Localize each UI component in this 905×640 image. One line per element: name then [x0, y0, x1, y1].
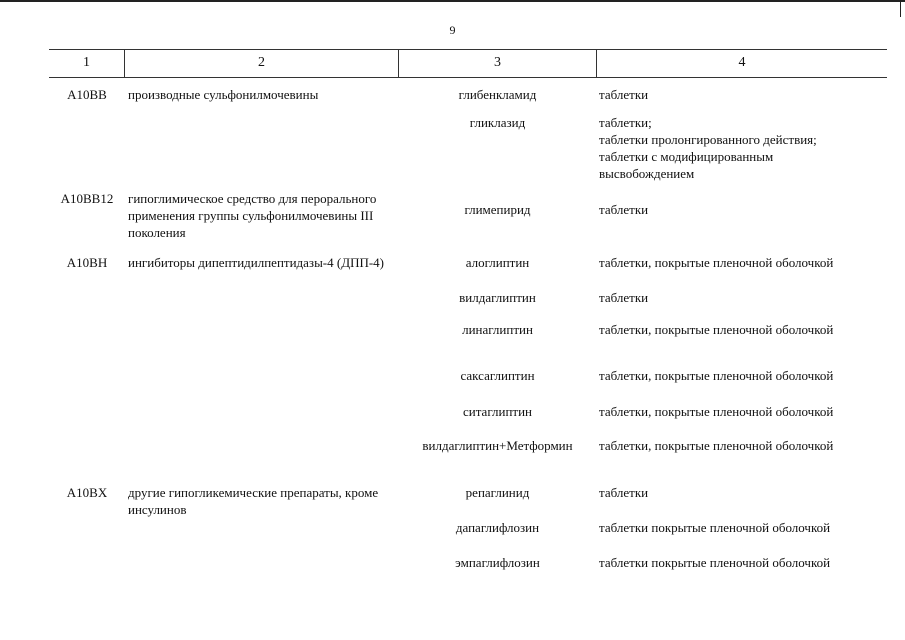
atc-code: A10BB12 [60, 191, 114, 206]
group-name: производные сульфонилмочевины [128, 87, 319, 102]
drug-name: вилдаглиптин+Метформин [422, 438, 573, 453]
dosage-form: таблетки [599, 87, 649, 102]
header-col-4: 4 [738, 55, 746, 70]
drug-name: гликлазид [469, 115, 526, 130]
top-border-line [0, 0, 905, 2]
header-col-2: 2 [258, 55, 265, 70]
page-number: 9 [449, 23, 456, 37]
dosage-form: таблетки; таблетки пролонгированного действия; таблетки с модифицированным высвобождением [599, 115, 817, 181]
dosage-form: таблетки, покрытые пленочной оболочкой [599, 322, 834, 337]
dosage-form: таблетки [599, 202, 649, 217]
header-bottom-border [49, 77, 887, 78]
atc-code: A10BX [66, 485, 108, 500]
dosage-form: таблетки покрытые пленочной оболочкой [599, 555, 831, 570]
dosage-form: таблетки, покрытые пленочной оболочкой [599, 404, 834, 419]
drug-name: линаглиптин [462, 322, 533, 337]
dosage-form: таблетки [599, 485, 649, 500]
atc-code: A10BB [67, 87, 107, 102]
drug-name: эмпаглифлозин [455, 555, 540, 570]
dosage-form: таблетки, покрытые пленочной оболочкой [599, 255, 834, 270]
atc-code: A10BH [66, 255, 108, 270]
drug-name: ситаглиптин [462, 404, 532, 419]
drug-name: репаглинид [465, 485, 530, 500]
right-border-line [900, 0, 901, 17]
drug-name: глимепирид [464, 202, 531, 217]
header-col-1: 1 [83, 55, 90, 70]
group-name: другие гипогликемические препараты, кроме инсулинов [128, 485, 379, 517]
drug-name: алоглиптин [465, 255, 530, 270]
dosage-form: таблетки покрытые пленочной оболочкой [599, 520, 831, 535]
header-col-3: 3 [494, 55, 501, 70]
dosage-form: таблетки, покрытые пленочной оболочкой [599, 368, 834, 383]
drug-name: дапаглифлозин [455, 520, 540, 535]
drug-name: вилдаглиптин [459, 290, 536, 305]
drug-name: глибенкламид [458, 87, 537, 102]
dosage-form: таблетки, покрытые пленочной оболочкой [599, 438, 834, 453]
header-top-border [49, 49, 887, 50]
group-name: гипоглимическое средство для перорального применения группы сульфонилмочевины III поколения [128, 191, 377, 240]
dosage-form: таблетки [599, 290, 649, 305]
drug-name: саксаглиптин [460, 368, 535, 383]
group-name: ингибиторы дипептидилпептидазы-4 (ДПП-4) [128, 255, 385, 270]
